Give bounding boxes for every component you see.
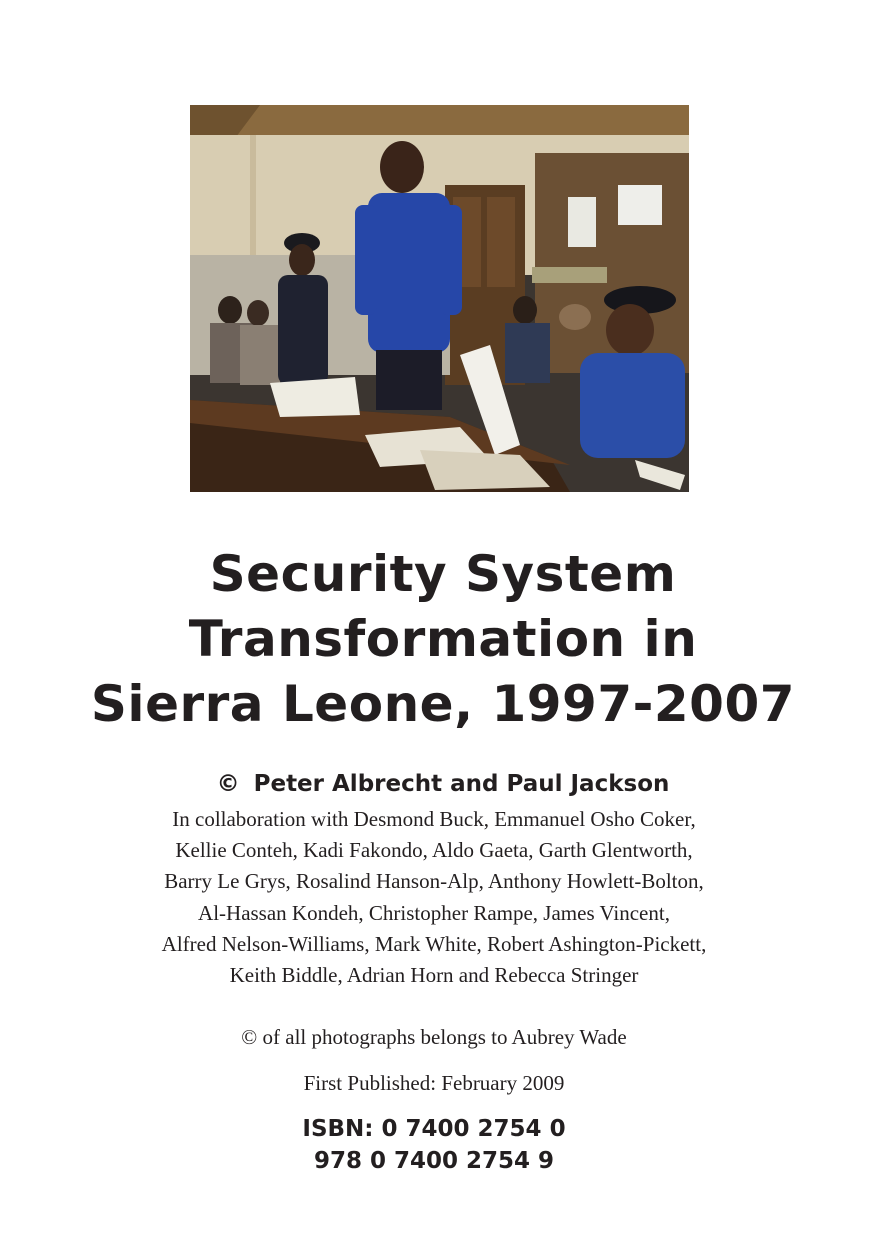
cover-photo (190, 105, 689, 492)
authors-line (0, 769, 886, 799)
collaborator-line: In collaboration with Desmond Buck, Emmanuel Osho Coker, (172, 807, 696, 831)
collaborator-line: Keith Biddle, Adrian Horn and Rebecca Stringer (229, 963, 639, 988)
book-title (0, 542, 886, 737)
first-published: First Published: February 2009 (303, 1071, 565, 1095)
isbn-10: ISBN: 0 7400 2754 0 (302, 1116, 566, 1142)
title-line: Sierra Leone, 1997-2007 (90, 675, 796, 733)
title-line: Security System (209, 545, 677, 603)
author-names: Peter Albrecht and Paul Jackson (253, 771, 670, 797)
isbn-block (0, 1113, 868, 1177)
photo-credit: © of all photographs belongs to Aubrey Wade (241, 1025, 627, 1049)
copyright-symbol: © (216, 771, 240, 797)
collaborator-line: Kellie Conteh, Kadi Fakondo, Aldo Gaeta, Garth Glentworth, (175, 838, 693, 863)
isbn-13: 978 0 7400 2754 9 (313, 1148, 555, 1174)
collaborator-line: Barry Le Grys, Rosalind Hanson-Alp, Anthony Howlett-Bolton, (164, 869, 704, 894)
courtroom-photo-icon (190, 105, 689, 492)
title-line: Transformation in (188, 610, 698, 668)
collaborator-line: Alfred Nelson-Williams, Mark White, Robert Ashington-Pickett, (161, 931, 707, 956)
collaborators (0, 804, 868, 991)
collaborator-line: Al-Hassan Kondeh, Christopher Rampe, James Vincent, (198, 900, 670, 925)
